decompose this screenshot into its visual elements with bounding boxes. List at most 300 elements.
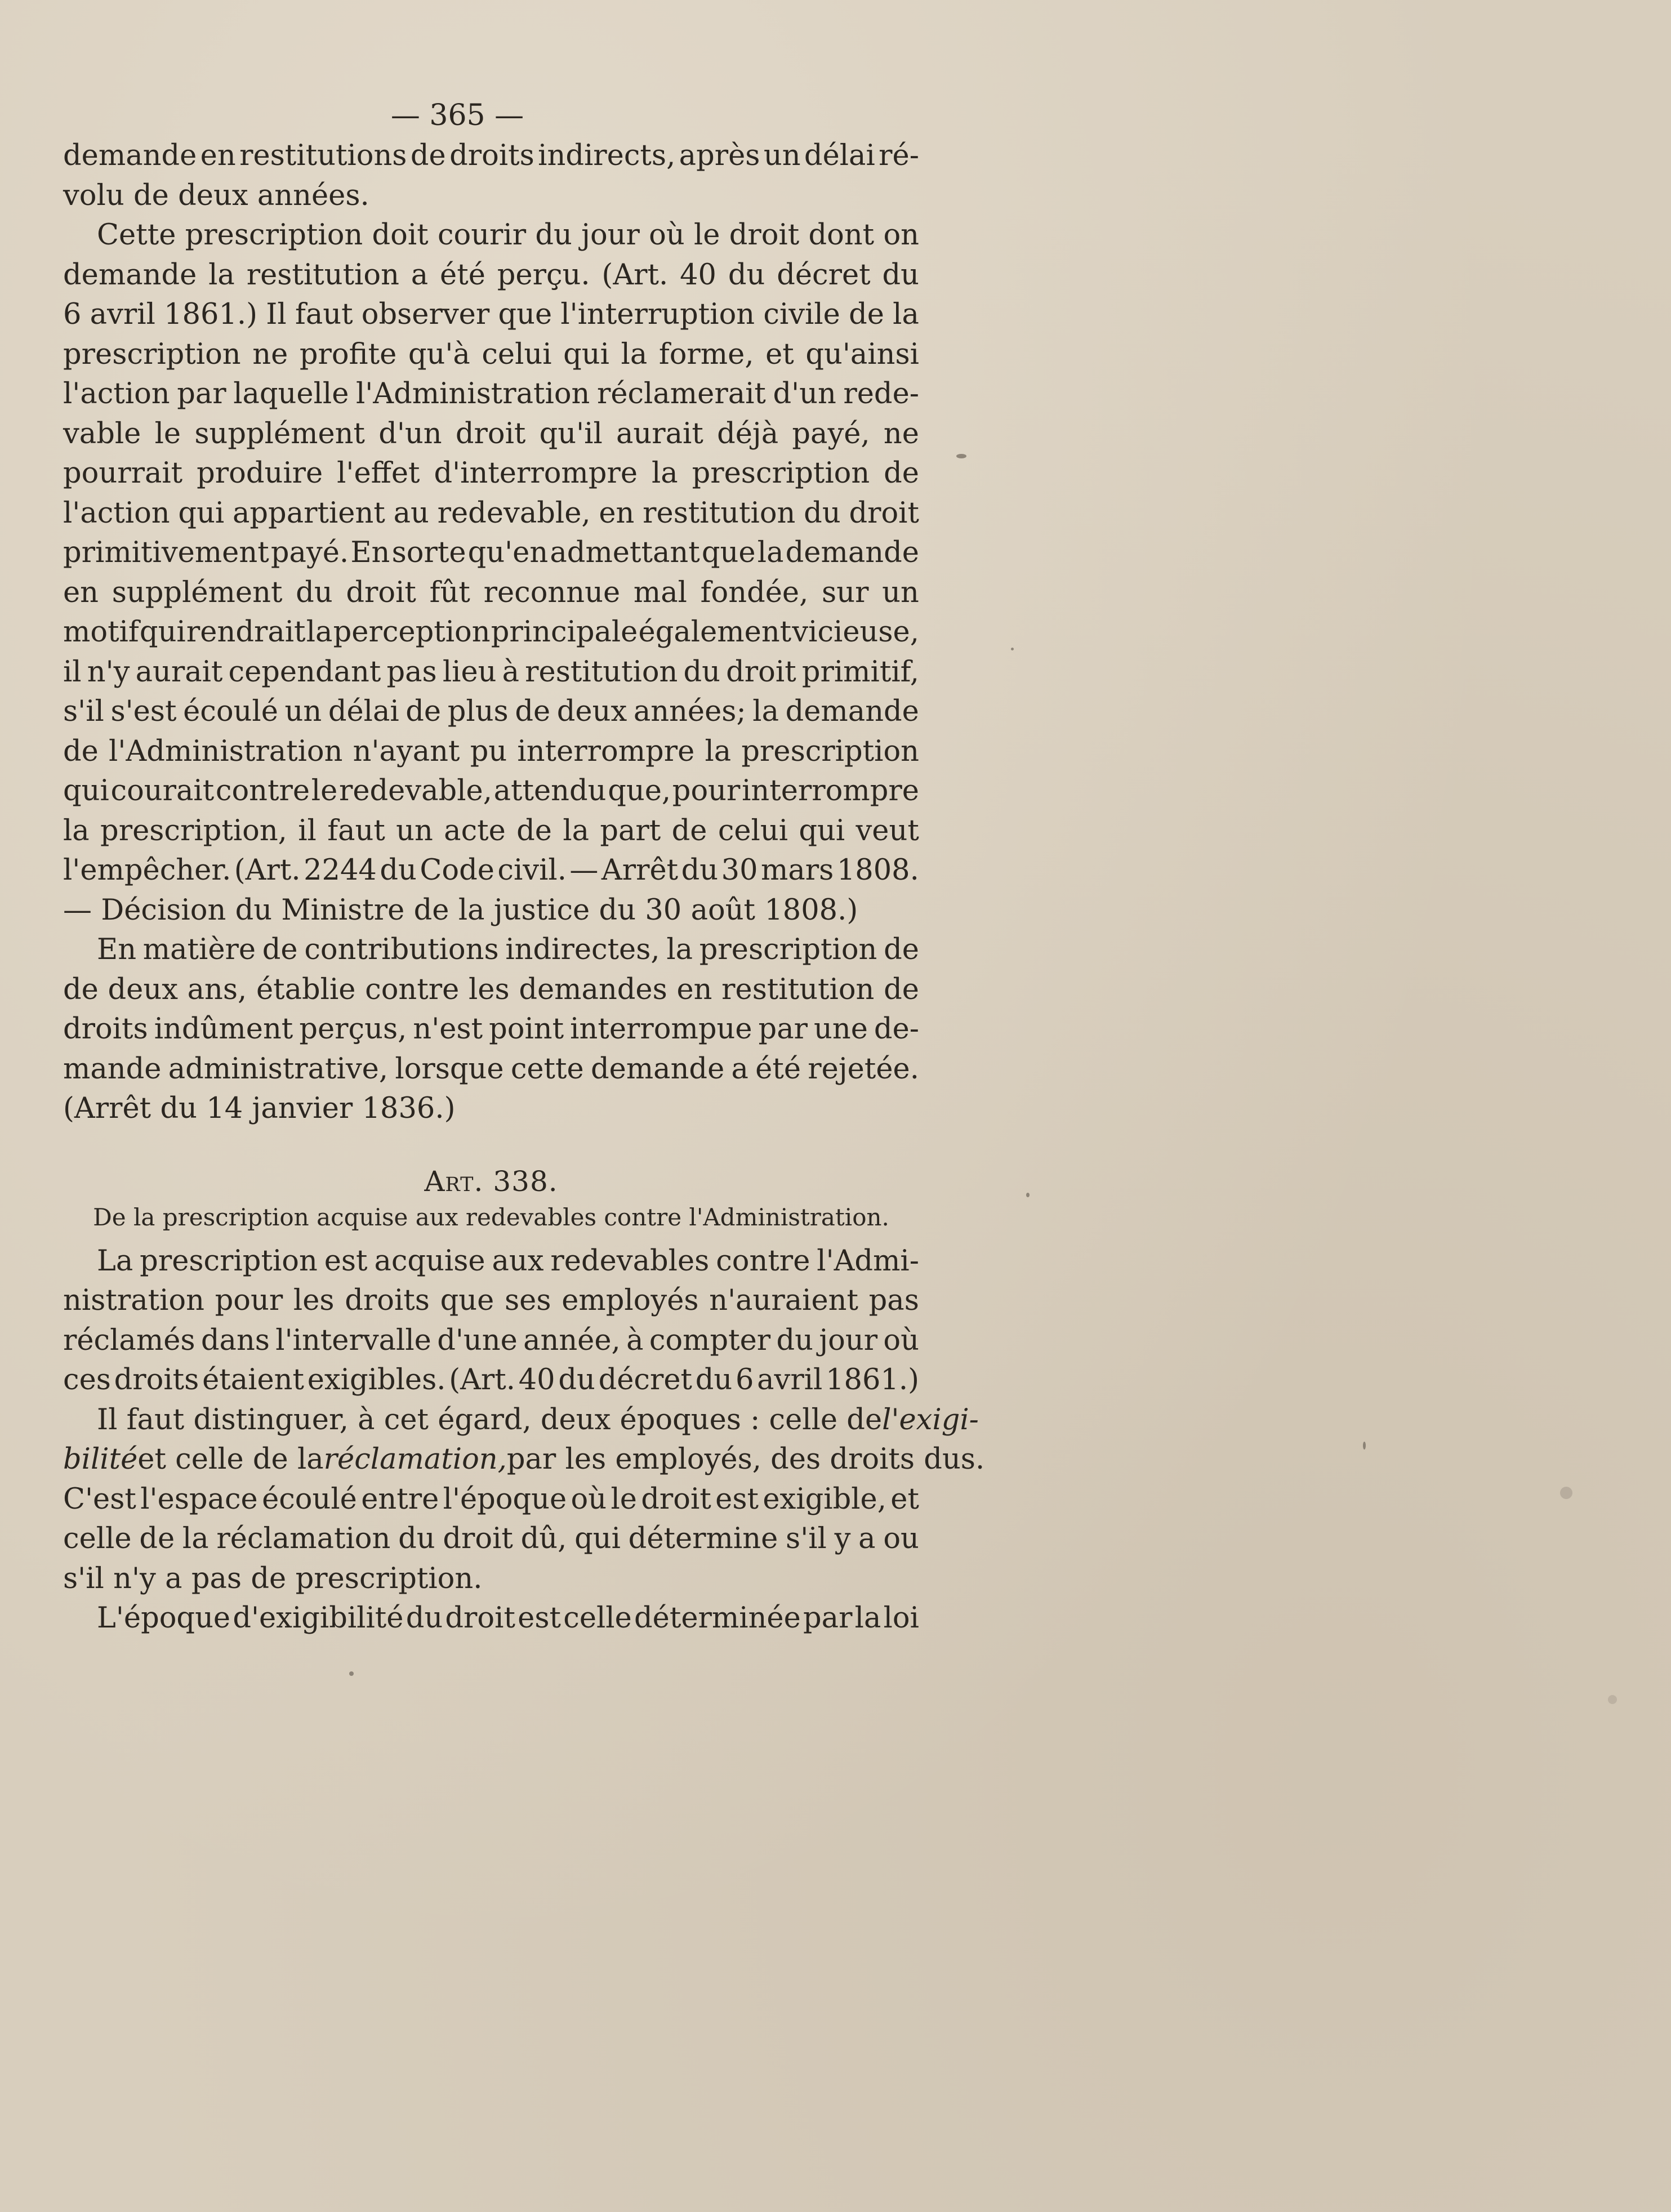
word: établie [256,973,356,1006]
word: prescription [63,337,241,371]
word: d'un [773,377,836,411]
word: droit [455,417,526,451]
word: a [411,258,429,292]
word: août [690,893,756,927]
text-line [63,295,919,335]
word: prescription, [100,814,287,848]
word: Il [266,298,287,331]
text-line [63,454,919,494]
word: où [649,218,685,252]
word: reconnue [483,576,621,609]
word: droits [449,139,534,172]
word: lieu [442,655,497,689]
word: (Art. [449,1363,516,1397]
word: en [200,139,236,172]
word: L'époque [97,1602,231,1635]
word: 6 [735,1363,754,1397]
word: administrative, [168,1052,389,1086]
word: le [311,774,338,808]
word: l'Administration [109,734,343,768]
text-line [63,256,919,296]
word: le [693,218,720,252]
word: 1808. [836,854,919,887]
word: la [757,536,784,569]
word: observer [361,298,490,331]
word: attendu [493,774,607,808]
word: de [516,814,552,848]
word: de [671,814,707,848]
word: contre [365,973,460,1006]
text-line [63,573,919,613]
word: faut [295,298,353,331]
word: et [890,1482,919,1516]
word: du [235,893,273,927]
word: restitution [525,655,678,689]
word: où [571,1482,607,1516]
article-subtitle: De la prescription acquise aux redevables contre l'Administration. [93,1203,889,1231]
word: écoulé [183,695,278,728]
word: 40 [680,258,716,292]
word: la [182,1522,209,1555]
paper-speck [956,454,966,458]
word: droits [345,1284,430,1317]
word: motif [63,616,139,649]
word: les [469,973,510,1006]
word: profite [299,337,397,371]
word: sur [822,576,869,609]
word: où [883,1323,919,1357]
word: que [440,1284,494,1317]
word: demandes [519,973,667,1006]
word: demande [63,139,197,172]
word: ne [252,337,288,371]
word: civile [763,298,840,331]
word: la [306,616,333,649]
article-heading [63,1162,919,1201]
word: droits [114,1363,199,1397]
word: de [262,933,298,966]
word: payé. [270,536,349,569]
text-line [63,771,919,811]
word: du [776,1323,813,1357]
word: par [803,1602,853,1635]
word: que [701,536,756,569]
word: pour [215,1284,283,1317]
word: ré- [879,139,919,172]
word: qu'en [467,536,549,569]
word: droits [63,1013,148,1046]
word: 30 [645,893,682,927]
word: été [755,1052,801,1086]
word: rede- [843,377,919,411]
word: aurait [616,417,703,451]
word: cependant [228,655,381,689]
word: de [410,139,446,172]
word: demande [785,536,919,569]
word: de [406,695,442,728]
word: la [854,1602,881,1635]
word: fût [429,576,470,609]
word: détermine [628,1522,778,1555]
word: (Arrêt [63,1092,151,1125]
word: Ministre [281,893,405,927]
italic-term: l'exigi- [882,1403,979,1437]
word: produire [197,457,323,490]
italic-term: réclamation, [323,1443,507,1476]
word: du [882,258,919,292]
word: 6 [63,298,82,331]
word: l'interruption [560,298,755,331]
word: l'époque [443,1482,567,1516]
word: un [396,814,433,848]
text-line [63,1010,919,1050]
word: Code [420,854,494,887]
text-line [63,1321,919,1361]
paragraph-5 [63,1401,985,1599]
word: (Art. [234,854,301,887]
word: qui [178,496,225,530]
word: veut [855,814,919,848]
word: réclamés [63,1323,195,1357]
word: deux [108,973,178,1006]
paragraph-4 [63,1242,919,1401]
word: a [731,1052,748,1086]
word: restitution [643,496,796,530]
word: pas [868,1284,919,1317]
word: au [393,496,429,530]
word: C'est [63,1482,136,1516]
word: décret [598,1363,693,1397]
word: rendrait [186,616,306,649]
word: vable [63,417,141,451]
word: écoulé [262,1482,357,1516]
text-line [63,335,919,375]
word: sorte [391,536,466,569]
text-line [63,1401,979,1441]
word: de [63,973,99,1006]
word: demande [63,258,197,292]
paragraph-1 [63,136,919,216]
word: de [849,298,884,331]
word: délai [804,139,875,172]
word: l'action [63,377,170,411]
text-line [63,374,919,414]
word: laquelle [233,377,349,411]
text-line [63,1361,919,1401]
word: perçus, [299,1013,407,1046]
word: ses [504,1284,551,1317]
word: employés [562,1284,699,1317]
word: prescription. [295,1562,483,1595]
word: restitution [246,258,399,292]
word: qu'ainsi [805,337,919,371]
word: — [569,854,599,887]
word: s'il [786,1522,827,1555]
word: s'il [63,695,104,728]
word: du [160,1092,197,1125]
text-line [63,613,919,653]
word: mars [761,854,834,887]
text-line [63,494,919,534]
word: droit [443,1522,513,1555]
word: délai [328,695,399,728]
word: l'espace [140,1482,258,1516]
word: ou [883,1522,919,1555]
word: (Art. [601,258,669,292]
text-line [63,136,919,176]
word: de [63,734,99,768]
word: droit [726,655,796,689]
word: pas [191,1562,242,1595]
word: celle [563,1602,632,1635]
word: 1861.) [826,1363,919,1397]
text-line [63,1050,919,1090]
word: s'est [110,695,177,728]
word: la [666,933,693,966]
word: perçu. [497,258,590,292]
word: redevables [550,1244,710,1278]
word: En [350,536,390,569]
word: plus [447,695,509,728]
word: du [728,258,765,292]
word: du [695,1363,733,1397]
word: les [293,1284,335,1317]
word: la [621,337,648,371]
word: ans, [187,973,247,1006]
word: prescription [699,933,877,966]
text-line [63,930,919,970]
word: justice [493,893,590,927]
word: du [804,496,841,530]
word: indûment [154,1013,293,1046]
word: à [626,1323,644,1357]
word: par [177,377,226,411]
word: l'action [63,496,170,530]
word: également [638,616,792,649]
word: avril [757,1363,823,1397]
word: on [883,218,919,252]
word: jour [581,218,640,252]
text-line [63,692,919,732]
word: la [705,734,732,768]
word: celui [482,337,552,371]
text-line [63,1440,985,1480]
word: part [600,814,661,848]
word: demande [785,695,919,728]
paper-speck [1026,1193,1030,1197]
article-heading-prefix: Art. [424,1165,484,1198]
word: de [884,973,919,1006]
word: été [440,258,485,292]
word: du [558,1363,595,1397]
word: celle [63,1522,132,1555]
word: mande [63,1052,162,1086]
word: payé, [792,417,870,451]
word: deux [556,695,627,728]
word: a [165,1562,182,1595]
word: du [535,218,572,252]
word: 1808.) [764,893,858,927]
word: un [882,576,919,609]
word: point [489,1013,564,1046]
text-line [63,1559,919,1599]
text-line [63,891,919,931]
page-number: — 365 — [390,99,524,132]
word: fondée, [700,576,809,609]
word: droit [641,1482,711,1516]
text-span: et celle de la [137,1443,324,1476]
word: du [406,1602,443,1635]
word: 1836.) [362,1092,456,1125]
word: principale [491,616,638,649]
word: en [63,576,99,609]
word: 40 [518,1363,555,1397]
word: qui [563,337,609,371]
word: de [884,933,919,966]
text-line [63,1281,919,1321]
word: supplément [194,417,366,451]
word: dans [200,1323,270,1357]
word: contre [716,1244,810,1278]
word: primitivement [63,536,269,569]
word: entre [361,1482,439,1516]
word: restitutions [239,139,407,172]
word: celui [718,814,788,848]
word: s'il [63,1562,104,1595]
article-heading-number: 338. [493,1165,558,1198]
word: interrompue [570,1013,752,1046]
word: n'y [113,1562,156,1595]
word: un [284,695,322,728]
word: pourrait [63,457,183,490]
word: courait [110,774,215,808]
word: prescription [185,218,363,252]
word: redevable, [437,496,591,530]
word: Cette [97,218,176,252]
text-line [63,533,919,573]
word: qui [139,616,186,649]
word: l'Admi- [817,1244,919,1278]
text-line [63,811,919,851]
word: indirectes, [505,933,660,966]
paper-speck [349,1671,354,1676]
word: du [599,893,636,927]
word: qu'à [408,337,470,371]
word: de- [874,1013,919,1046]
word: la [563,814,590,848]
word: la [208,258,235,292]
word: droit [849,496,919,530]
word: par [758,1013,808,1046]
word: qui [574,1522,621,1555]
word: une [814,1013,868,1046]
text-line [63,1599,919,1639]
word: l'Administration [355,377,590,411]
word: étaient [202,1363,304,1397]
paper-speck [1011,648,1014,650]
word: qu'il [539,417,603,451]
word: droit [346,576,416,609]
word: interrompre [517,734,695,768]
word: restitution [721,973,875,1006]
word: jour [819,1323,878,1357]
word: en [676,973,712,1006]
word: prescription [140,1244,318,1278]
text-line [63,851,919,891]
text-line [63,1242,919,1282]
word: que, [608,774,671,808]
word: est [715,1482,759,1516]
word: n'ayant [353,734,460,768]
word: ces [63,1363,111,1397]
text-line [63,1089,919,1129]
word: du [398,1522,435,1555]
word: années; [633,695,746,728]
text-line [63,653,919,693]
word: a [858,1522,876,1555]
word: admettant [550,536,700,569]
word: d'interrompre [434,457,638,490]
word: exigible, [763,1482,886,1516]
word: nistration [63,1284,204,1317]
word: 14 [206,1092,243,1125]
word: est [324,1244,368,1278]
word: du [296,576,333,609]
word: années. [257,179,369,212]
word: y [834,1522,851,1555]
word: de [515,695,551,728]
text-span: Il faut distinguer, à cet égard, deux époques : celle de [97,1403,883,1437]
word: indirects, [538,139,676,172]
text-line [63,970,919,1010]
word: contre [215,774,310,808]
word: année, [523,1323,621,1357]
word: un [763,139,801,172]
word: 2244 [304,854,377,887]
word: deux [178,179,248,212]
word: d'exigibilité [233,1602,404,1635]
word: du [380,854,417,887]
word: déjà [717,417,779,451]
word: loi [883,1602,919,1635]
word: la [752,695,779,728]
word: du [683,655,721,689]
word: civil. [497,854,567,887]
word: la [458,893,485,927]
word: l'intervalle [275,1323,431,1357]
word: de [413,893,449,927]
word: lorsque [395,1052,504,1086]
word: contributions [304,933,499,966]
text-line [63,1480,919,1520]
word: 1861.) [164,298,258,331]
word: est [518,1602,562,1635]
word: forme, [658,337,754,371]
word: réclamerait [596,377,766,411]
word: 30 [721,854,758,887]
word: n'y [87,655,130,689]
word: prescription [741,734,919,768]
italic-term: bilité [63,1443,138,1476]
word: appartient [233,496,385,530]
text-line [63,732,919,772]
word: à [502,655,520,689]
page-text [63,96,985,1639]
word: droit [729,218,800,252]
text-line [63,176,919,216]
text-line [63,414,919,454]
word: acquise [374,1244,485,1278]
